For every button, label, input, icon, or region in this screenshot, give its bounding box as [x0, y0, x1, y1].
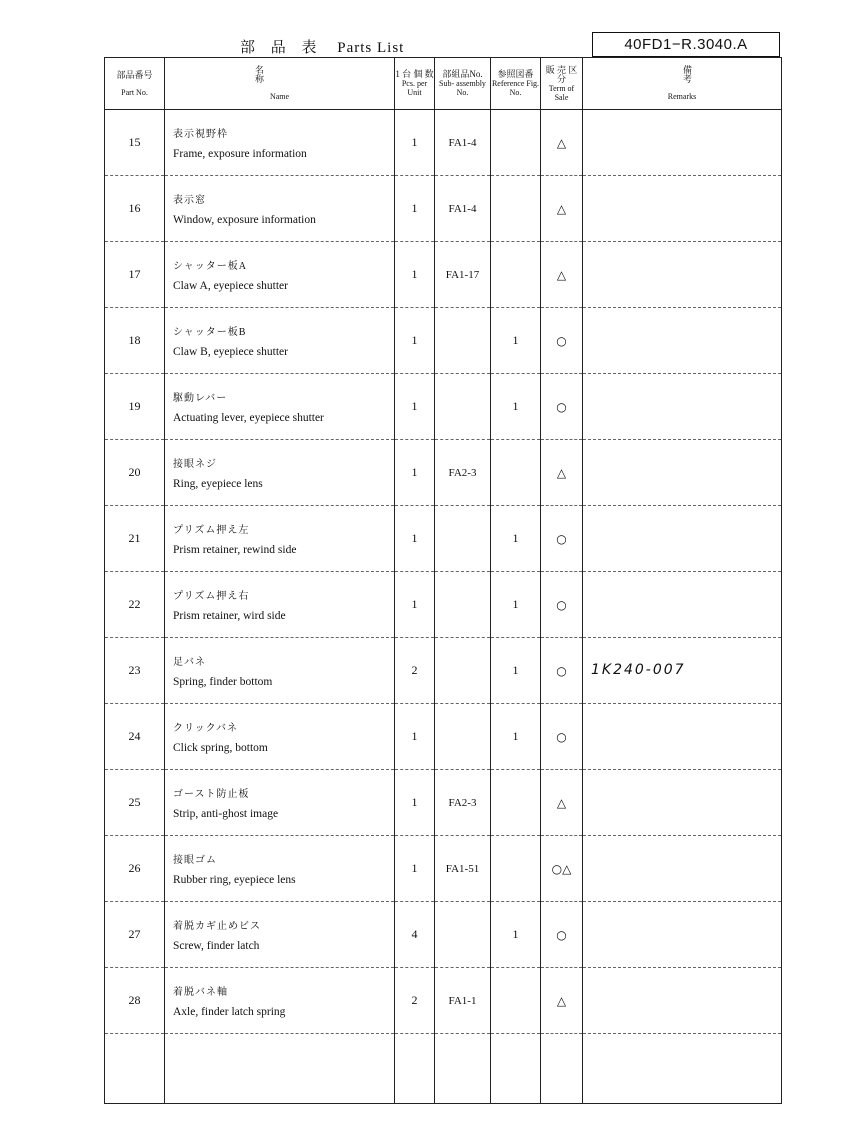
col-part-no-jp: 部品番号 — [116, 69, 153, 80]
col-sub-en: Sub- assembly No. — [439, 79, 486, 97]
table-row — [105, 374, 782, 440]
part-name-jp: 駆動レバー — [173, 393, 228, 404]
part-name-jp: クリックバネ — [173, 723, 238, 734]
part-name-en: Ring, eyepiece lens — [173, 478, 263, 490]
part-number: 24 — [105, 704, 165, 770]
part-name-jp: 足バネ — [173, 657, 206, 668]
col-remarks-jp: 備 考 — [683, 65, 823, 84]
subassembly-no — [435, 638, 491, 704]
part-name-jp: 着脱バネ軸 — [173, 987, 228, 998]
term-of-sale: ○ — [541, 638, 583, 704]
term-of-sale: ○ — [541, 374, 583, 440]
part-name-jp: シャッター板B — [173, 327, 247, 338]
subassembly-no: FA1-17 — [435, 242, 491, 308]
part-name-jp: プリズム押え左 — [173, 525, 250, 536]
table-row — [105, 572, 782, 638]
table-row — [105, 176, 782, 242]
subassembly-no — [435, 902, 491, 968]
remarks — [583, 506, 782, 572]
term-of-sale: ○ — [541, 572, 583, 638]
pcs-per-unit: 1 — [395, 242, 435, 308]
col-name-en: Name — [269, 92, 290, 101]
part-name-jp: 接眼ネジ — [173, 459, 217, 470]
part-name-en: Prism retainer, wird side — [173, 610, 286, 622]
part-name — [165, 836, 395, 902]
part-name-en: Rubber ring, eyepiece lens — [173, 874, 296, 886]
subassembly-no — [435, 704, 491, 770]
remarks-text: 1K240-007 — [591, 662, 686, 678]
part-number: 23 — [105, 638, 165, 704]
parts-rows — [105, 110, 782, 1104]
table-row — [105, 242, 782, 308]
reference-fig — [491, 440, 541, 506]
subassembly-no: FA1-4 — [435, 176, 491, 242]
part-name — [165, 110, 395, 176]
part-number: 28 — [105, 968, 165, 1034]
part-name-en: Screw, finder latch — [173, 940, 260, 952]
col-sub — [435, 58, 491, 110]
reference-fig: 1 — [491, 638, 541, 704]
title-en: Parts List — [337, 40, 405, 56]
pcs-per-unit: 2 — [395, 968, 435, 1034]
reference-fig: 1 — [491, 506, 541, 572]
pcs-per-unit: 2 — [395, 638, 435, 704]
part-number: 20 — [105, 440, 165, 506]
pcs-per-unit: 1 — [395, 506, 435, 572]
table-row — [105, 968, 782, 1034]
col-remarks — [583, 58, 823, 110]
remarks — [583, 638, 782, 704]
pcs-per-unit: 1 — [395, 110, 435, 176]
header-row — [105, 58, 782, 110]
parts-table — [104, 57, 823, 1104]
reference-fig — [491, 110, 541, 176]
remarks — [583, 440, 782, 506]
pcs-per-unit: 1 — [395, 308, 435, 374]
part-name-en: Claw A, eyepiece shutter — [173, 280, 288, 292]
pcs-per-unit: 1 — [395, 770, 435, 836]
reference-fig — [491, 770, 541, 836]
reference-fig — [491, 176, 541, 242]
term-of-sale: △ — [541, 242, 583, 308]
col-pcs-jp: 1 台 個 数 — [395, 69, 434, 79]
pcs-per-unit: 1 — [395, 176, 435, 242]
part-name-jp: ゴースト防止板 — [173, 789, 250, 800]
table-row — [105, 704, 782, 770]
term-of-sale: △ — [541, 110, 583, 176]
document-number: 40FD1−R.3040.A — [592, 32, 780, 57]
remarks — [583, 770, 782, 836]
part-name-en: Frame, exposure information — [173, 148, 307, 160]
part-number: 18 — [105, 308, 165, 374]
part-name — [165, 440, 395, 506]
reference-fig — [491, 968, 541, 1034]
part-name-en: Click spring, bottom — [173, 742, 268, 754]
part-number: 21 — [105, 506, 165, 572]
table-row — [105, 638, 782, 704]
subassembly-no — [435, 506, 491, 572]
part-name — [165, 374, 395, 440]
pcs-per-unit: 1 — [395, 440, 435, 506]
col-ref-en: Reference Fig. No. — [491, 79, 540, 97]
reference-fig: 1 — [491, 374, 541, 440]
part-name-en: Strip, anti-ghost image — [173, 808, 279, 820]
part-name — [165, 902, 395, 968]
remarks — [583, 110, 782, 176]
part-name-jp: 表示視野枠 — [173, 129, 228, 140]
remarks — [583, 308, 782, 374]
part-name-en: Actuating lever, eyepiece shutter — [173, 412, 324, 424]
part-name — [165, 506, 395, 572]
part-name-jp: プリズム押え右 — [173, 591, 250, 602]
part-number: 27 — [105, 902, 165, 968]
pcs-per-unit: 1 — [395, 836, 435, 902]
part-name — [165, 638, 395, 704]
reference-fig: 1 — [491, 308, 541, 374]
reference-fig: 1 — [491, 902, 541, 968]
col-sub-jp: 部組品No. — [442, 69, 483, 79]
reference-fig — [491, 836, 541, 902]
table-row — [105, 110, 782, 176]
part-number: 15 — [105, 110, 165, 176]
part-name-jp: 着脱カギ止めビス — [173, 921, 261, 932]
part-number: 25 — [105, 770, 165, 836]
remarks — [583, 704, 782, 770]
part-name-en: Window, exposure information — [173, 214, 316, 226]
part-name — [165, 308, 395, 374]
pcs-per-unit: 1 — [395, 572, 435, 638]
col-term-en: Term of Sale — [548, 83, 575, 102]
col-name-jp: 名 称 — [254, 65, 384, 84]
part-name-jp: シャッター板A — [173, 261, 248, 272]
subassembly-no — [435, 308, 491, 374]
pcs-per-unit: 1 — [395, 704, 435, 770]
col-term-jp: 販 売 区 分 — [545, 64, 578, 84]
table-row — [105, 308, 782, 374]
subassembly-no: FA1-4 — [435, 110, 491, 176]
term-of-sale: ○ — [541, 902, 583, 968]
col-part-no-en: Part No. — [121, 87, 148, 97]
title-jp: 部 品 表 — [240, 40, 323, 56]
blank-row — [105, 1034, 782, 1104]
term-of-sale: ○ — [541, 308, 583, 374]
remarks — [583, 836, 782, 902]
remarks — [583, 176, 782, 242]
term-of-sale: ○△ — [541, 836, 583, 902]
subassembly-no: FA1-51 — [435, 836, 491, 902]
part-name-en: Claw B, eyepiece shutter — [173, 346, 288, 358]
col-ref — [491, 58, 541, 110]
col-remarks-en: Remarks — [667, 92, 697, 101]
reference-fig: 1 — [491, 572, 541, 638]
subassembly-no — [435, 374, 491, 440]
pcs-per-unit: 4 — [395, 902, 435, 968]
part-name-en: Prism retainer, rewind side — [173, 544, 297, 556]
subassembly-no: FA2-3 — [435, 770, 491, 836]
part-number: 26 — [105, 836, 165, 902]
term-of-sale: △ — [541, 440, 583, 506]
part-number: 22 — [105, 572, 165, 638]
page-title — [240, 36, 404, 57]
term-of-sale: ○ — [541, 506, 583, 572]
col-ref-jp: 参照図番 — [497, 69, 534, 79]
table-row — [105, 506, 782, 572]
col-pcs — [395, 58, 435, 110]
table-row — [105, 440, 782, 506]
part-name-en: Spring, finder bottom — [173, 676, 273, 688]
part-name — [165, 572, 395, 638]
part-name — [165, 242, 395, 308]
part-name-en: Axle, finder latch spring — [173, 1006, 286, 1018]
term-of-sale: △ — [541, 968, 583, 1034]
col-term — [541, 58, 583, 110]
col-name — [165, 58, 395, 110]
remarks — [583, 242, 782, 308]
term-of-sale: ○ — [541, 704, 583, 770]
term-of-sale: △ — [541, 176, 583, 242]
remarks — [583, 374, 782, 440]
part-name-jp: 表示窓 — [173, 195, 206, 206]
part-name-jp: 接眼ゴム — [173, 855, 217, 866]
pcs-per-unit: 1 — [395, 374, 435, 440]
part-number: 17 — [105, 242, 165, 308]
reference-fig: 1 — [491, 704, 541, 770]
part-name — [165, 770, 395, 836]
part-name — [165, 968, 395, 1034]
remarks — [583, 902, 782, 968]
part-name — [165, 704, 395, 770]
table-row — [105, 836, 782, 902]
part-name — [165, 176, 395, 242]
col-pcs-en: Pcs. per Unit — [401, 79, 428, 97]
remarks — [583, 968, 782, 1034]
part-number: 16 — [105, 176, 165, 242]
subassembly-no: FA2-3 — [435, 440, 491, 506]
term-of-sale: △ — [541, 770, 583, 836]
col-part-no — [105, 58, 165, 110]
remarks — [583, 572, 782, 638]
table-row — [105, 770, 782, 836]
subassembly-no: FA1-1 — [435, 968, 491, 1034]
reference-fig — [491, 242, 541, 308]
table-row — [105, 902, 782, 968]
part-number: 19 — [105, 374, 165, 440]
subassembly-no — [435, 572, 491, 638]
